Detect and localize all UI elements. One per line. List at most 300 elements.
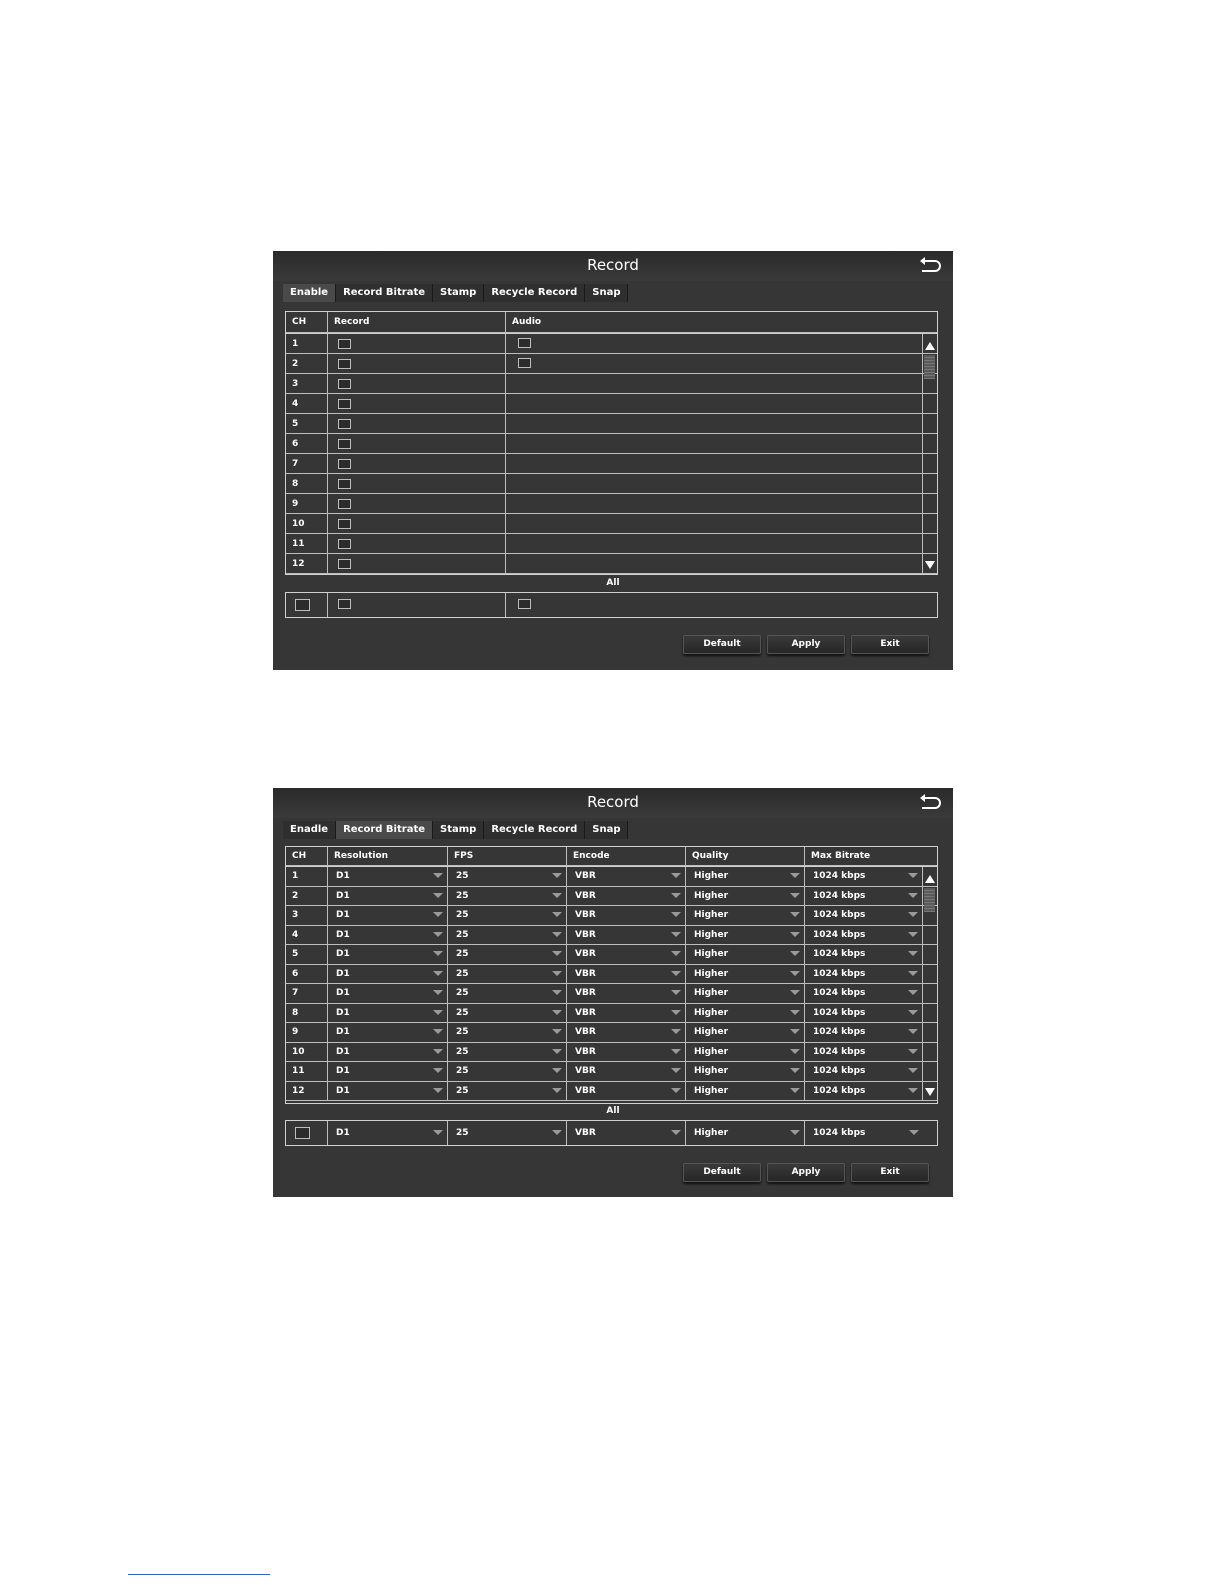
- quality-select[interactable]: [686, 1023, 805, 1042]
- quality-select[interactable]: [686, 906, 805, 925]
- resolution-select[interactable]: [328, 1004, 448, 1023]
- all-select-checkbox[interactable]: [295, 1127, 310, 1139]
- fps-value: 25: [456, 1066, 469, 1076]
- quality-value: Higher: [694, 1085, 729, 1096]
- header-encode: Encode: [567, 847, 686, 865]
- all-select-checkbox[interactable]: [295, 599, 310, 611]
- chevron-down-icon[interactable]: [552, 1068, 562, 1073]
- channel-number: 1: [286, 867, 328, 886]
- table-row: [286, 554, 937, 574]
- chevron-down-icon[interactable]: [671, 1010, 681, 1015]
- max-bitrate-select[interactable]: [805, 867, 923, 886]
- chevron-down-icon[interactable]: [790, 1130, 800, 1135]
- record-cell: [328, 414, 506, 433]
- resolution-select[interactable]: [328, 984, 448, 1003]
- quality-select[interactable]: [686, 926, 805, 945]
- chevron-down-icon[interactable]: [433, 873, 443, 878]
- quality-value: Higher: [694, 890, 729, 901]
- fps-select[interactable]: [448, 984, 567, 1003]
- fps-select[interactable]: [448, 1023, 567, 1042]
- scrollbar-thumb[interactable]: [924, 888, 935, 912]
- encode-value: VBR: [575, 929, 596, 940]
- chevron-down-icon[interactable]: [671, 951, 681, 956]
- table-row: [286, 394, 937, 414]
- chevron-down-icon[interactable]: [552, 1029, 562, 1034]
- tab-recycle-record[interactable]: Recycle Record: [484, 284, 585, 302]
- resolution-select[interactable]: [328, 965, 448, 984]
- encode-select[interactable]: [567, 965, 686, 984]
- apply-button[interactable]: Apply: [767, 1163, 845, 1182]
- resolution-value: D1: [336, 1007, 350, 1018]
- fps-value: 25: [456, 890, 469, 901]
- max-bitrate-value: 1024 kbps: [813, 968, 866, 979]
- quality-value: Higher: [694, 1066, 729, 1076]
- chevron-down-icon[interactable]: [908, 932, 918, 937]
- max-bitrate-value: 1024 kbps: [813, 910, 866, 920]
- table-row: [286, 1062, 937, 1082]
- channel-number: 7: [286, 984, 328, 1003]
- resolution-value: D1: [336, 910, 350, 920]
- chevron-down-icon[interactable]: [908, 893, 918, 898]
- chevron-down-icon[interactable]: [552, 1088, 562, 1093]
- all-fps-value: 25: [456, 1128, 469, 1138]
- table-row: [286, 1004, 937, 1024]
- resolution-value: D1: [336, 949, 350, 959]
- chevron-down-icon[interactable]: [790, 1049, 800, 1054]
- record-checkbox[interactable]: [338, 379, 351, 389]
- triangle-up-icon[interactable]: [925, 875, 935, 883]
- chevron-down-icon[interactable]: [552, 893, 562, 898]
- back-arrow-icon[interactable]: [919, 794, 941, 812]
- all-audio-checkbox[interactable]: [518, 599, 531, 609]
- table-row: [286, 906, 937, 926]
- encode-value: VBR: [575, 949, 596, 959]
- max-bitrate-value: 1024 kbps: [813, 1046, 866, 1057]
- resolution-select[interactable]: [328, 906, 448, 925]
- fps-select[interactable]: [448, 1004, 567, 1023]
- record-cell: [328, 454, 506, 473]
- encode-select[interactable]: [567, 1023, 686, 1042]
- table-row: [286, 534, 937, 554]
- header-record: Record: [328, 312, 506, 332]
- table-body: [286, 866, 937, 1101]
- table-row: [286, 887, 937, 907]
- chevron-down-icon[interactable]: [671, 873, 681, 878]
- resolution-value: D1: [336, 890, 350, 901]
- audio-cell: [506, 514, 923, 533]
- chevron-down-icon[interactable]: [552, 912, 562, 917]
- chevron-down-icon[interactable]: [908, 1068, 918, 1073]
- header-ch: CH: [286, 312, 328, 332]
- fps-value: 25: [456, 949, 469, 959]
- chevron-down-icon[interactable]: [552, 1130, 562, 1135]
- max-bitrate-select[interactable]: [805, 906, 923, 925]
- quality-value: Higher: [694, 1046, 729, 1057]
- fps-value: 25: [456, 910, 469, 920]
- record-checkbox[interactable]: [338, 459, 351, 469]
- max-bitrate-value: 1024 kbps: [813, 1027, 866, 1037]
- resolution-select[interactable]: [328, 887, 448, 906]
- chevron-down-icon[interactable]: [552, 951, 562, 956]
- header-audio: Audio: [512, 317, 542, 327]
- chevron-down-icon[interactable]: [908, 971, 918, 976]
- encode-value: VBR: [575, 910, 596, 920]
- chevron-down-icon[interactable]: [433, 1088, 443, 1093]
- chevron-down-icon[interactable]: [433, 990, 443, 995]
- quality-value: Higher: [694, 910, 729, 920]
- record-checkbox[interactable]: [338, 399, 351, 409]
- channel-number: 6: [286, 965, 328, 984]
- all-select-cell: [286, 1121, 328, 1145]
- chevron-down-icon[interactable]: [671, 932, 681, 937]
- record-cell: [328, 374, 506, 393]
- encode-value: VBR: [575, 988, 596, 998]
- all-row: [285, 592, 938, 618]
- exit-button[interactable]: Exit: [851, 635, 929, 654]
- chevron-down-icon[interactable]: [790, 951, 800, 956]
- tab-stamp[interactable]: Stamp: [433, 284, 484, 302]
- channel-number: 11: [286, 1062, 328, 1081]
- tab-bar: [283, 284, 628, 302]
- max-bitrate-select[interactable]: [805, 1043, 923, 1062]
- quality-select[interactable]: [686, 1043, 805, 1062]
- all-record-checkbox[interactable]: [338, 599, 351, 609]
- back-arrow-icon[interactable]: [919, 257, 941, 275]
- quality-value: Higher: [694, 1007, 729, 1018]
- quality-select[interactable]: [686, 945, 805, 964]
- fps-select[interactable]: [448, 926, 567, 945]
- encode-select[interactable]: [567, 867, 686, 886]
- record-checkbox[interactable]: [338, 359, 351, 369]
- record-cell: [328, 474, 506, 493]
- max-bitrate-select[interactable]: [805, 1062, 923, 1081]
- table-row: [286, 434, 937, 454]
- chevron-down-icon[interactable]: [790, 912, 800, 917]
- audio-cell: [506, 334, 923, 353]
- encode-select[interactable]: [567, 926, 686, 945]
- chevron-down-icon[interactable]: [433, 1068, 443, 1073]
- encode-select[interactable]: [567, 1062, 686, 1081]
- chevron-down-icon[interactable]: [908, 951, 918, 956]
- all-quality-select[interactable]: [686, 1121, 805, 1145]
- record-checkbox[interactable]: [338, 519, 351, 529]
- chevron-down-icon[interactable]: [790, 932, 800, 937]
- table-header: [286, 847, 937, 866]
- channel-number: 9: [286, 494, 328, 513]
- record-checkbox[interactable]: [338, 539, 351, 549]
- default-button[interactable]: Default: [683, 1163, 761, 1182]
- quality-select[interactable]: [686, 984, 805, 1003]
- encode-select[interactable]: [567, 1082, 686, 1101]
- exit-button[interactable]: Exit: [851, 1163, 929, 1182]
- chevron-down-icon[interactable]: [908, 1088, 918, 1093]
- record-cell: [328, 554, 506, 573]
- encode-value: VBR: [575, 871, 596, 881]
- channel-number: 1: [286, 334, 328, 353]
- max-bitrate-select[interactable]: [805, 945, 923, 964]
- fps-select[interactable]: [448, 1062, 567, 1081]
- max-bitrate-value: 1024 kbps: [813, 871, 866, 881]
- chevron-down-icon[interactable]: [671, 912, 681, 917]
- max-bitrate-select[interactable]: [805, 965, 923, 984]
- resolution-select[interactable]: [328, 926, 448, 945]
- quality-value: Higher: [694, 1027, 729, 1037]
- chevron-down-icon[interactable]: [671, 1049, 681, 1054]
- chevron-down-icon[interactable]: [908, 873, 918, 878]
- fps-select[interactable]: [448, 867, 567, 886]
- tab-stamp[interactable]: Stamp: [433, 821, 484, 839]
- chevron-down-icon[interactable]: [433, 1130, 443, 1135]
- quality-select[interactable]: [686, 867, 805, 886]
- max-bitrate-select[interactable]: [805, 887, 923, 906]
- audio-cell: [506, 454, 923, 473]
- resolution-select[interactable]: [328, 1023, 448, 1042]
- encode-value: VBR: [575, 1066, 596, 1076]
- chevron-down-icon[interactable]: [671, 1088, 681, 1093]
- chevron-down-icon[interactable]: [433, 932, 443, 937]
- table-row: [286, 867, 937, 887]
- all-resolution-select[interactable]: [328, 1121, 448, 1145]
- chevron-down-icon[interactable]: [908, 1049, 918, 1054]
- triangle-up-icon[interactable]: [925, 342, 935, 350]
- bitrate-table: [285, 846, 938, 1104]
- channel-number: 12: [286, 554, 328, 573]
- max-bitrate-select[interactable]: [805, 926, 923, 945]
- encode-select[interactable]: [567, 906, 686, 925]
- chevron-down-icon[interactable]: [433, 971, 443, 976]
- encode-value: VBR: [575, 890, 596, 901]
- record-checkbox[interactable]: [338, 339, 351, 349]
- all-row-cells: [286, 1121, 937, 1145]
- resolution-value: D1: [336, 1085, 350, 1096]
- chevron-down-icon[interactable]: [671, 1068, 681, 1073]
- table-row: [286, 414, 937, 434]
- channel-number: 4: [286, 394, 328, 413]
- chevron-down-icon[interactable]: [671, 1029, 681, 1034]
- quality-select[interactable]: [686, 1004, 805, 1023]
- chevron-down-icon[interactable]: [790, 1029, 800, 1034]
- all-encode-select[interactable]: [567, 1121, 686, 1145]
- chevron-down-icon[interactable]: [552, 1049, 562, 1054]
- record-checkbox[interactable]: [338, 559, 351, 569]
- chevron-down-icon[interactable]: [908, 1029, 918, 1034]
- record-dialog-enable: [273, 251, 953, 670]
- all-max-bitrate-select[interactable]: [805, 1121, 923, 1145]
- chevron-down-icon[interactable]: [671, 893, 681, 898]
- chevron-down-icon[interactable]: [790, 893, 800, 898]
- chevron-down-icon[interactable]: [671, 990, 681, 995]
- max-bitrate-value: 1024 kbps: [813, 1007, 866, 1018]
- chevron-down-icon[interactable]: [433, 1029, 443, 1034]
- tab-snap[interactable]: Snap: [585, 821, 628, 839]
- chevron-down-icon[interactable]: [908, 1010, 918, 1015]
- title-bar: [273, 788, 953, 818]
- max-bitrate-value: 1024 kbps: [813, 949, 866, 959]
- record-cell: [328, 494, 506, 513]
- default-button[interactable]: Default: [683, 635, 761, 654]
- channel-number: 5: [286, 414, 328, 433]
- chevron-down-icon[interactable]: [552, 1010, 562, 1015]
- channel-number: 8: [286, 1004, 328, 1023]
- chevron-down-icon[interactable]: [433, 912, 443, 917]
- fps-value: 25: [456, 968, 469, 979]
- channel-number: 6: [286, 434, 328, 453]
- table-row: [286, 1043, 937, 1063]
- all-label: All: [606, 578, 620, 588]
- fps-value: 25: [456, 929, 469, 940]
- all-quality-value: Higher: [694, 1128, 729, 1138]
- channel-table: [285, 311, 938, 575]
- scrollbar[interactable]: [922, 867, 937, 1101]
- record-checkbox[interactable]: [338, 439, 351, 449]
- table-header: [286, 312, 937, 333]
- table-row: [286, 494, 937, 514]
- table-body: [286, 333, 937, 574]
- audio-checkbox[interactable]: [518, 358, 531, 368]
- triangle-down-icon[interactable]: [925, 1088, 935, 1096]
- fps-value: 25: [456, 871, 469, 881]
- scrollbar[interactable]: [922, 334, 937, 574]
- audio-cell: [506, 374, 923, 393]
- record-cell: [328, 534, 506, 553]
- all-resolution-value: D1: [336, 1128, 350, 1138]
- channel-number: 2: [286, 354, 328, 373]
- max-bitrate-select[interactable]: [805, 1082, 923, 1101]
- fps-value: 25: [456, 1007, 469, 1018]
- chevron-down-icon[interactable]: [671, 1130, 681, 1135]
- resolution-select[interactable]: [328, 867, 448, 886]
- title-bar: [273, 251, 953, 281]
- tab-recycle-record[interactable]: Recycle Record: [484, 821, 585, 839]
- fps-value: 25: [456, 1085, 469, 1096]
- tab-bar: [283, 821, 628, 839]
- encode-select[interactable]: [567, 1004, 686, 1023]
- resolution-value: D1: [336, 1046, 350, 1057]
- record-cell: [328, 354, 506, 373]
- table-row: [286, 1082, 937, 1102]
- channel-number: 11: [286, 534, 328, 553]
- chevron-down-icon[interactable]: [908, 912, 918, 917]
- channel-number: 10: [286, 514, 328, 533]
- audio-cell: [506, 554, 923, 573]
- fps-select[interactable]: [448, 906, 567, 925]
- channel-number: 10: [286, 1043, 328, 1062]
- chevron-down-icon[interactable]: [790, 1010, 800, 1015]
- resolution-select[interactable]: [328, 945, 448, 964]
- scrollbar-thumb[interactable]: [924, 355, 935, 379]
- record-checkbox[interactable]: [338, 419, 351, 429]
- table-row: [286, 945, 937, 965]
- table-row: [286, 965, 937, 985]
- encode-value: VBR: [575, 1027, 596, 1037]
- resolution-select[interactable]: [328, 1043, 448, 1062]
- encode-select[interactable]: [567, 945, 686, 964]
- chevron-down-icon[interactable]: [790, 990, 800, 995]
- chevron-down-icon[interactable]: [909, 1130, 919, 1135]
- channel-number: 4: [286, 926, 328, 945]
- resolution-select[interactable]: [328, 1062, 448, 1081]
- audio-cell: [506, 354, 923, 373]
- chevron-down-icon[interactable]: [790, 971, 800, 976]
- quality-select[interactable]: [686, 887, 805, 906]
- fps-select[interactable]: [448, 1082, 567, 1101]
- footer-link-underline: [128, 1574, 270, 1575]
- max-bitrate-select[interactable]: [805, 984, 923, 1003]
- record-checkbox[interactable]: [338, 479, 351, 489]
- header-resolution: Resolution: [328, 847, 448, 865]
- encode-select[interactable]: [567, 984, 686, 1003]
- chevron-down-icon[interactable]: [552, 873, 562, 878]
- record-cell: [328, 394, 506, 413]
- channel-number: 9: [286, 1023, 328, 1042]
- fps-select[interactable]: [448, 945, 567, 964]
- chevron-down-icon[interactable]: [433, 951, 443, 956]
- channel-number: 3: [286, 374, 328, 393]
- fps-value: 25: [456, 988, 469, 998]
- max-bitrate-value: 1024 kbps: [813, 988, 866, 998]
- chevron-down-icon[interactable]: [552, 990, 562, 995]
- tab-record-bitrate[interactable]: Record Bitrate: [336, 821, 433, 839]
- chevron-down-icon[interactable]: [790, 1068, 800, 1073]
- chevron-down-icon[interactable]: [552, 971, 562, 976]
- audio-checkbox[interactable]: [518, 338, 531, 348]
- channel-number: 5: [286, 945, 328, 964]
- chevron-down-icon[interactable]: [552, 932, 562, 937]
- encode-select[interactable]: [567, 1043, 686, 1062]
- quality-value: Higher: [694, 988, 729, 998]
- tab-snap[interactable]: Snap: [585, 284, 628, 302]
- tab-record-bitrate[interactable]: Record Bitrate: [336, 284, 433, 302]
- resolution-select[interactable]: [328, 1082, 448, 1101]
- chevron-down-icon[interactable]: [671, 971, 681, 976]
- channel-number: 12: [286, 1082, 328, 1101]
- fps-select[interactable]: [448, 1043, 567, 1062]
- chevron-down-icon[interactable]: [790, 1088, 800, 1093]
- record-cell: [328, 434, 506, 453]
- quality-select[interactable]: [686, 1082, 805, 1101]
- record-checkbox[interactable]: [338, 499, 351, 509]
- resolution-value: D1: [336, 1066, 350, 1076]
- tab-enable[interactable]: Enable: [283, 284, 336, 302]
- chevron-down-icon[interactable]: [433, 1010, 443, 1015]
- fps-value: 25: [456, 1046, 469, 1057]
- chevron-down-icon[interactable]: [433, 893, 443, 898]
- resolution-value: D1: [336, 929, 350, 940]
- all-fps-select[interactable]: [448, 1121, 567, 1145]
- max-bitrate-select[interactable]: [805, 1004, 923, 1023]
- chevron-down-icon[interactable]: [790, 873, 800, 878]
- table-row: [286, 984, 937, 1004]
- chevron-down-icon[interactable]: [433, 1049, 443, 1054]
- quality-select[interactable]: [686, 965, 805, 984]
- apply-button[interactable]: Apply: [767, 635, 845, 654]
- quality-select[interactable]: [686, 1062, 805, 1081]
- resolution-value: D1: [336, 1027, 350, 1037]
- all-encode-value: VBR: [575, 1128, 596, 1138]
- encode-select[interactable]: [567, 887, 686, 906]
- table-row: [286, 454, 937, 474]
- triangle-down-icon[interactable]: [925, 561, 935, 569]
- max-bitrate-select[interactable]: [805, 1023, 923, 1042]
- encode-value: VBR: [575, 1007, 596, 1018]
- fps-select[interactable]: [448, 887, 567, 906]
- record-dialog-bitrate: [273, 788, 953, 1197]
- quality-value: Higher: [694, 871, 729, 881]
- fps-select[interactable]: [448, 965, 567, 984]
- tab-enable[interactable]: Enadle: [283, 821, 336, 839]
- table-row: [286, 1023, 937, 1043]
- chevron-down-icon[interactable]: [908, 990, 918, 995]
